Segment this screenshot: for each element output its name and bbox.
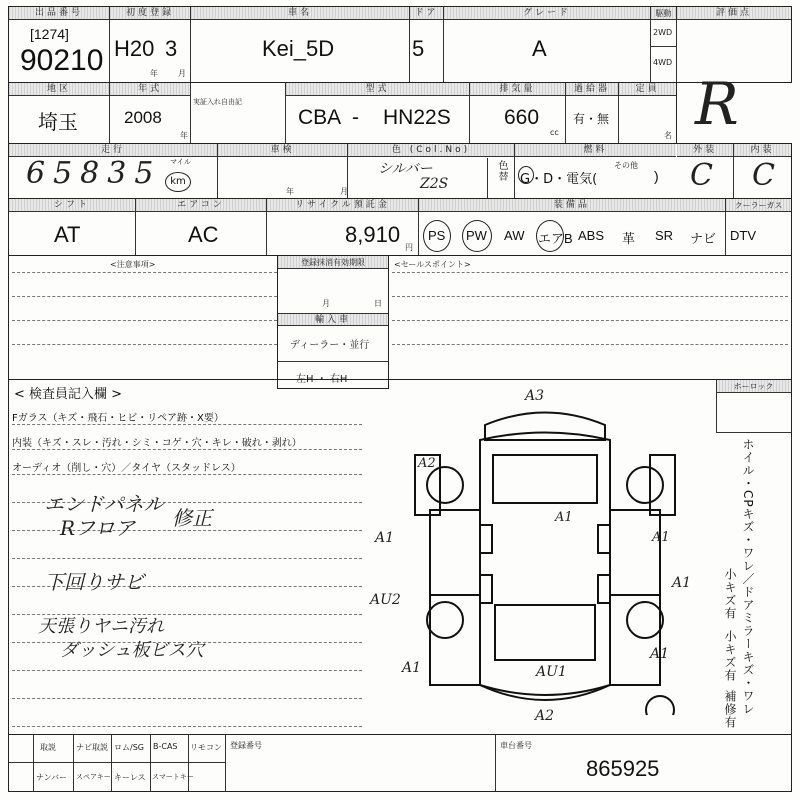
displacement-value: 660 [504, 106, 540, 129]
first-reg-era: H20 [114, 36, 155, 61]
equip-pw-circle [462, 220, 492, 252]
mark-a1-left: A1 [375, 530, 395, 546]
disc-number-label: 登録番号 [230, 741, 262, 750]
fuel-other: その他 [614, 161, 638, 170]
registration-month: 月 [322, 299, 330, 308]
hdr-lot-no: 出品番号 [9, 7, 109, 20]
exterior-grade: C [690, 158, 713, 193]
equip-aw: AW [504, 228, 525, 243]
inspector-note-rear-floor: Rフロア [60, 516, 136, 540]
aircon-value: AC [188, 222, 219, 247]
import-dealer: ディーラー・並行 [290, 340, 370, 351]
grade-value: A [532, 36, 547, 61]
mark-au2: AU2 [370, 592, 401, 608]
inspector-line1: Fガラス（キズ・飛石・ヒビ・リペア跡・X要） [12, 413, 224, 424]
inspector-header: < 検査員記入欄 > [14, 387, 123, 402]
bottom-opt-bcas: B-CAS [153, 742, 178, 751]
registration-day: 日 [374, 299, 382, 308]
bottom-opt-spare-key: スペアキー [76, 773, 111, 781]
mark-a1-mid: A1 [555, 510, 573, 525]
capacity-suffix: 名 [664, 131, 672, 140]
side-note-repaired: 補修有 [723, 690, 737, 729]
turbo-options: 有・無 [573, 112, 610, 126]
shaken-year: 年 [286, 187, 294, 196]
inspector-note-headliner: 天張りヤニ汚れ [38, 616, 164, 637]
hdr-interior: 内装 [734, 144, 791, 157]
inspector-note-repair: 修正 [172, 506, 212, 530]
score-value: R [695, 70, 739, 138]
frame-number-label: 車台番号 [500, 741, 532, 750]
recycle-value: 8,910 [345, 222, 401, 247]
shift-value: AT [54, 222, 81, 247]
hdr-doors: ドア [410, 7, 443, 20]
mark-a1-rr: A1 [650, 646, 670, 662]
import-handle: 左H ・ 右H [296, 374, 348, 385]
hdr-score: 評価点 [677, 7, 791, 20]
inspector-line2: 内装（キズ・スレ・汚れ・シミ・コゲ・穴・キレ・破れ・剥れ） [12, 438, 302, 449]
hdr-cooler-gas: クーラーガス [726, 199, 791, 212]
model-prefix: CBA [298, 106, 342, 129]
color-change-label: 色替 [496, 160, 507, 182]
inspector-note-dash: ダッシュ板ビス穴 [60, 640, 204, 661]
model-sep: - [352, 106, 359, 129]
first-reg-month: 3 [165, 36, 178, 61]
bottom-opt-remote: リモコン [190, 743, 222, 752]
mark-au1: AU1 [536, 664, 567, 680]
inspector-note-underbody: 下回りサビ [44, 570, 144, 594]
lot-bracket: [1274] [30, 26, 69, 42]
hdr-equipment: 装備品 [419, 199, 725, 212]
mileage-value: 65835 [26, 156, 162, 191]
car-name-value: Kei_5D [262, 36, 335, 61]
recycle-unit: 円 [405, 243, 413, 252]
equip-sr: SR [655, 228, 674, 243]
area-value: 埼玉 [38, 110, 78, 134]
frame-number-value: 865925 [586, 756, 660, 781]
mark-a2-top: A2 [418, 456, 436, 471]
fuel-options: G・D・電気( [520, 172, 598, 187]
hdr-shift: シフト [9, 199, 135, 212]
color-scribble: シルバー [378, 161, 433, 177]
mark-a3: A3 [525, 388, 545, 404]
equip-abs: ABS [578, 228, 605, 243]
bottom-opt-keyless: キーレス [114, 773, 146, 782]
hdr-recycle: リサイクル預託金 [267, 199, 418, 212]
bottom-opt-manual: 取説 [40, 743, 56, 752]
sales-points-header: <セールスポイント> [394, 260, 471, 269]
equip-ps-circle [423, 220, 451, 252]
year-value: 2008 [124, 108, 162, 127]
notes-header: <注意事項> [110, 260, 156, 269]
inspector-line3: オーディオ（削し・穴）／タイヤ（スタッドレス） [12, 463, 241, 474]
hdr-year: 年式 [110, 83, 190, 96]
shaken-month: 月 [340, 187, 348, 196]
hdr-area: 地区 [9, 83, 109, 96]
mark-a1-rl: A1 [402, 660, 422, 676]
fuel-g-circle [518, 166, 534, 184]
hdr-chassis-color: 色 (Col.No) [348, 144, 514, 157]
hdr-registration: 登録抹消有効期限 [278, 256, 388, 269]
hdr-model: 型式 [286, 83, 469, 96]
equip-airbag: エアB [538, 231, 573, 246]
bottom-opt-plate: ナンバー [36, 773, 68, 782]
equip-navi: ナビ [690, 232, 717, 247]
drive-opt-4wd: 4WD [653, 58, 673, 67]
hdr-aircon: エアコン [136, 199, 266, 212]
model-code: HN22S [383, 106, 451, 129]
side-note-scratch-2: 小キズ有 [723, 630, 737, 682]
mileage-unit-km: km [165, 172, 191, 192]
equip-airbag-circle [536, 220, 564, 252]
equip-ps: PS [428, 228, 446, 243]
hdr-car-name: 車名 [191, 7, 409, 20]
lot-number: 90210 [20, 44, 104, 77]
bottom-opt-smart-key: スマートキー [152, 773, 194, 781]
equip-leather: 革 [622, 232, 636, 247]
side-note-wheel-mirror: ホイル・CPキズ・ワレ／ドアミラーキズ・ワレ [741, 438, 755, 716]
bottom-opt-navi-manual: ナビ取説 [76, 743, 108, 752]
interior-grade: C [752, 158, 775, 193]
hdr-capacity: 定員 [619, 83, 676, 96]
inspector-note-end-panel: エンドパネル [44, 492, 164, 516]
hdr-shaken: 車検 [218, 144, 347, 157]
drive-opt-2wd: 2WD [653, 28, 673, 37]
fuel-close: ) [654, 168, 659, 184]
hdr-grade: グレード [444, 7, 650, 20]
mileage-miles: マイル [170, 158, 191, 166]
hdr-displacement: 排気量 [470, 83, 565, 96]
first-reg-month-suffix: 月 [178, 69, 186, 78]
hdr-horo: ホーロック [716, 380, 791, 393]
equip-dtv: DTV [730, 228, 756, 243]
bottom-opt-rom: ロム/SG [114, 743, 144, 752]
mark-a2: A2 [535, 708, 555, 724]
side-note-scratch-1: 小キズ有 [723, 568, 737, 620]
displacement-unit: cc [550, 128, 559, 137]
color-code: Z2S [420, 176, 449, 192]
hdr-first-reg: 初度登録 [110, 7, 190, 20]
year-note: 実証入れ自由記 [193, 98, 242, 106]
hdr-import: 輸入車 [278, 313, 388, 326]
hdr-fuel: 燃料 [515, 144, 676, 157]
year-suffix: 年 [180, 131, 188, 140]
hdr-turbo: 過給器 [566, 83, 618, 96]
hdr-mileage: 走行 [9, 144, 217, 157]
first-reg-year-suffix: 年 [150, 69, 158, 78]
notes-frame [8, 255, 792, 380]
equip-pw: PW [466, 228, 487, 243]
mark-a1-rightfront: A1 [652, 530, 670, 545]
hdr-exterior: 外装 [677, 144, 733, 157]
doors-value: 5 [412, 36, 425, 61]
hdr-drive: 駆動 [651, 7, 676, 20]
mark-a1-right: A1 [672, 575, 692, 591]
